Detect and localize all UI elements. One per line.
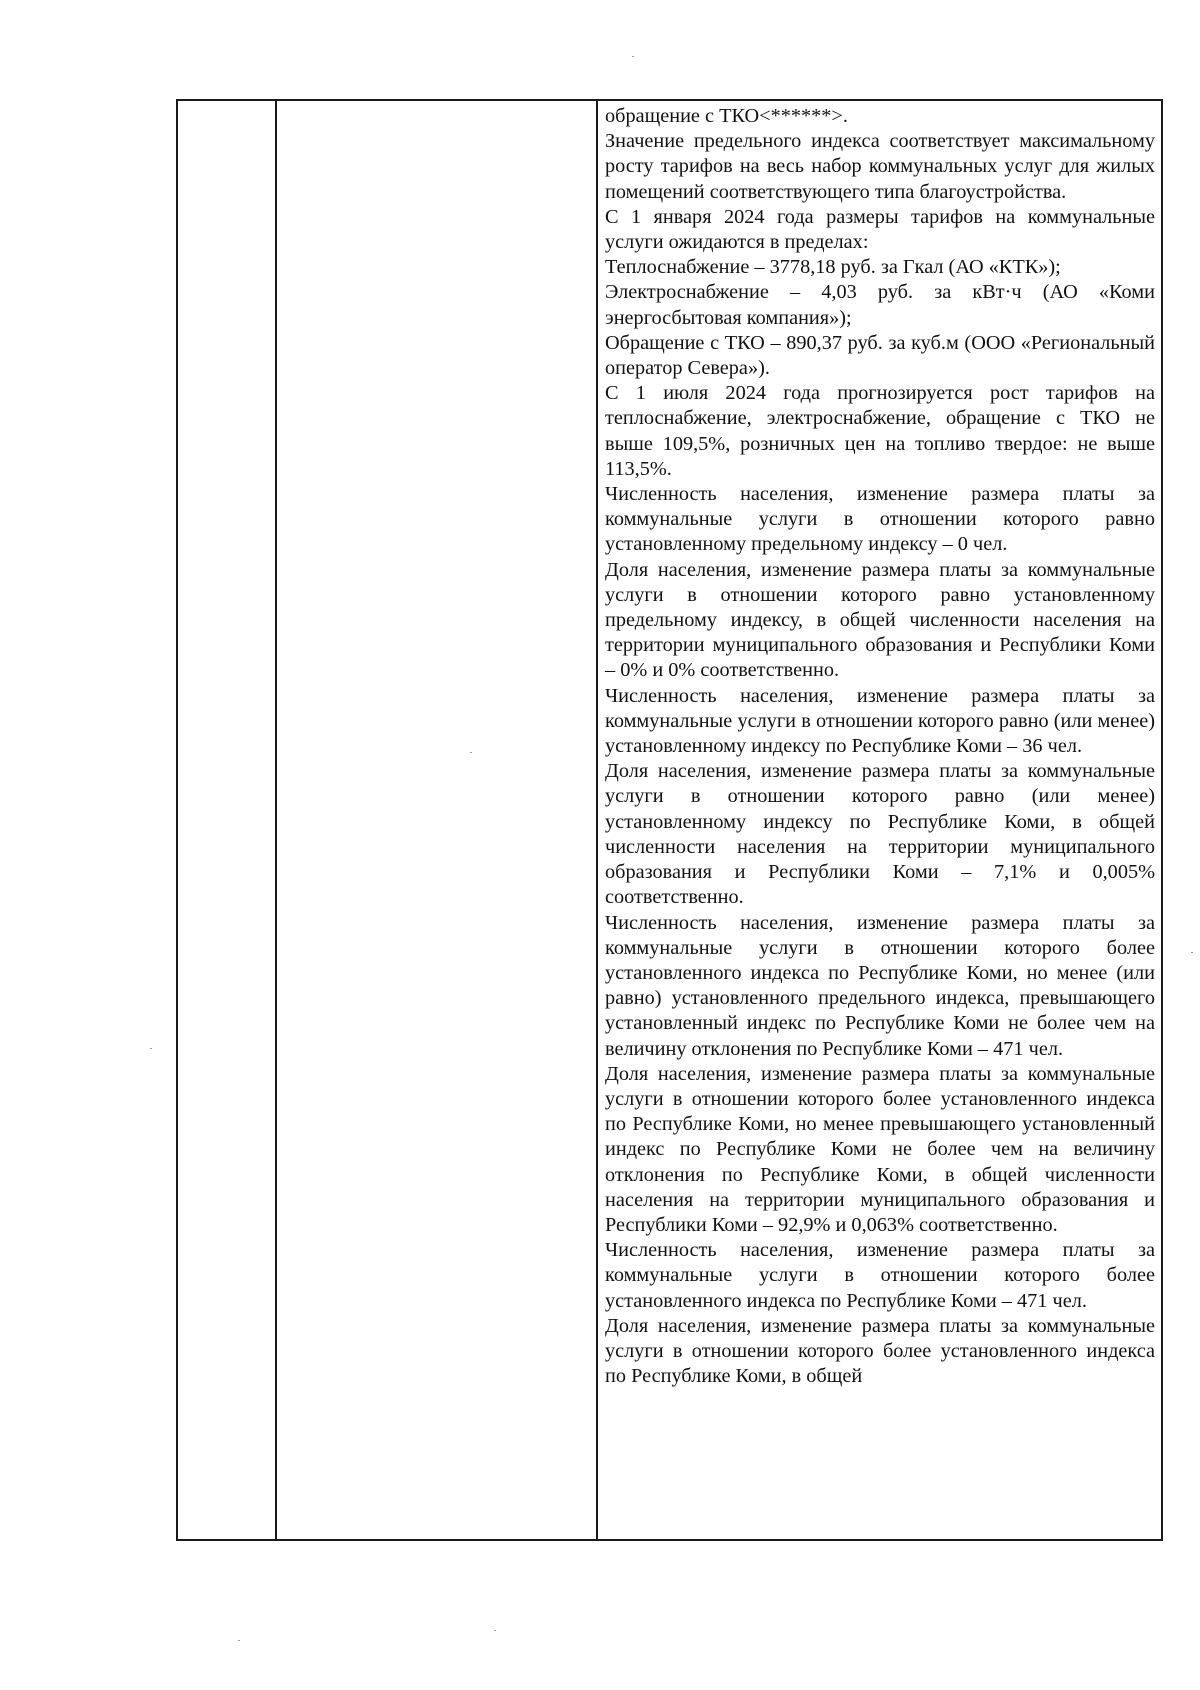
column-divider-2 [596,101,598,1539]
paragraph: Значение предельного индекса соответствует максимальному росту тарифов на весь набор коммунальных услуг для жилых помещений соответствующего типа благоустройства. [605,130,1155,203]
paragraph: Численность населения, изменение размера платы за коммунальные услуги в отношении которого равно установленному предельному индексу – 0 чел. [605,483,1155,556]
paragraph: Обращение с ТКО – 890,37 руб. за куб.м (ООО «Региональный оператор Севера»). [605,331,1155,380]
paragraph: Доля населения, изменение размера платы за коммунальные услуги в отношении которого равно (или менее) установленному индексу по Республике Коми, в общей численности населения на территории муниципального образования и Республики Коми – 7,1% и 0,005% соответственно. [605,760,1155,909]
paragraph: Теплоснабжение – 3778,18 руб. за Гкал (АО «КТК»); [605,256,1061,279]
table-frame [176,99,1163,1541]
paragraph: Доля населения, изменение размера платы за коммунальные услуги в отношении которого равно установленному предельному индексу, в общей численности населения на территории муниципального образования и Республики Коми – 0% и 0% соответственно. [605,558,1155,682]
paragraph: Численность населения, изменение размера платы за коммунальные услуги в отношении которого более установленного индекса по Республике Коми, но менее (или равно) установленного предельного индекса, превышающего установленный индекс по Республике Коми не более чем на величину отклонения по Республике Коми – 471 чел. [605,911,1155,1060]
column-divider-1 [275,101,277,1539]
paragraph: Доля населения, изменение размера платы за коммунальные услуги в отношении которого более установленного индекса по Республике Коми, но менее превышающего установленный индекс по Республике Коми не более чем на величину отклонения по Республике Коми, в общей численности населения на территории муниципального образования и Республики Коми – 92,9% и 0,063% соответственно. [605,1062,1155,1236]
scan-speck [470,752,472,753]
scan-speck [238,1640,240,1641]
paragraph: обращение с ТКО<******>. [605,105,848,127]
paragraph: Доля населения, изменение размера платы за коммунальные услуги в отношении которого более установленного индекса по Республике Коми, в общей [605,1314,1155,1388]
scan-speck [494,1630,496,1631]
scan-speck [1191,952,1193,953]
scan-speck [150,1048,152,1049]
paragraph: С 1 января 2024 года размеры тарифов на коммунальные услуги ожидаются в пределах: [605,205,1155,254]
paragraph: Численность населения, изменение размера платы за коммунальные услуги в отношении которого более установленного индекса по Республике Коми – 471 чел. [605,1239,1155,1312]
scan-speck [632,56,634,57]
paragraph: Численность населения, изменение размера платы за коммунальные услуги в отношении которого равно (или менее) установленному индексу по Республике Коми – 36 чел. [605,684,1155,758]
paragraph: С 1 июля 2024 года прогнозируется рост тарифов на теплоснабжение, электроснабжение, обращение с ТКО не выше 109,5%, розничных цен на топливо твердое: не выше 113,5%. [605,382,1155,480]
text-cell [605,104,1155,1389]
paragraph: Электроснабжение – 4,03 руб. за кВт·ч (АО «Коми энергосбытовая компания»); [605,281,1155,329]
